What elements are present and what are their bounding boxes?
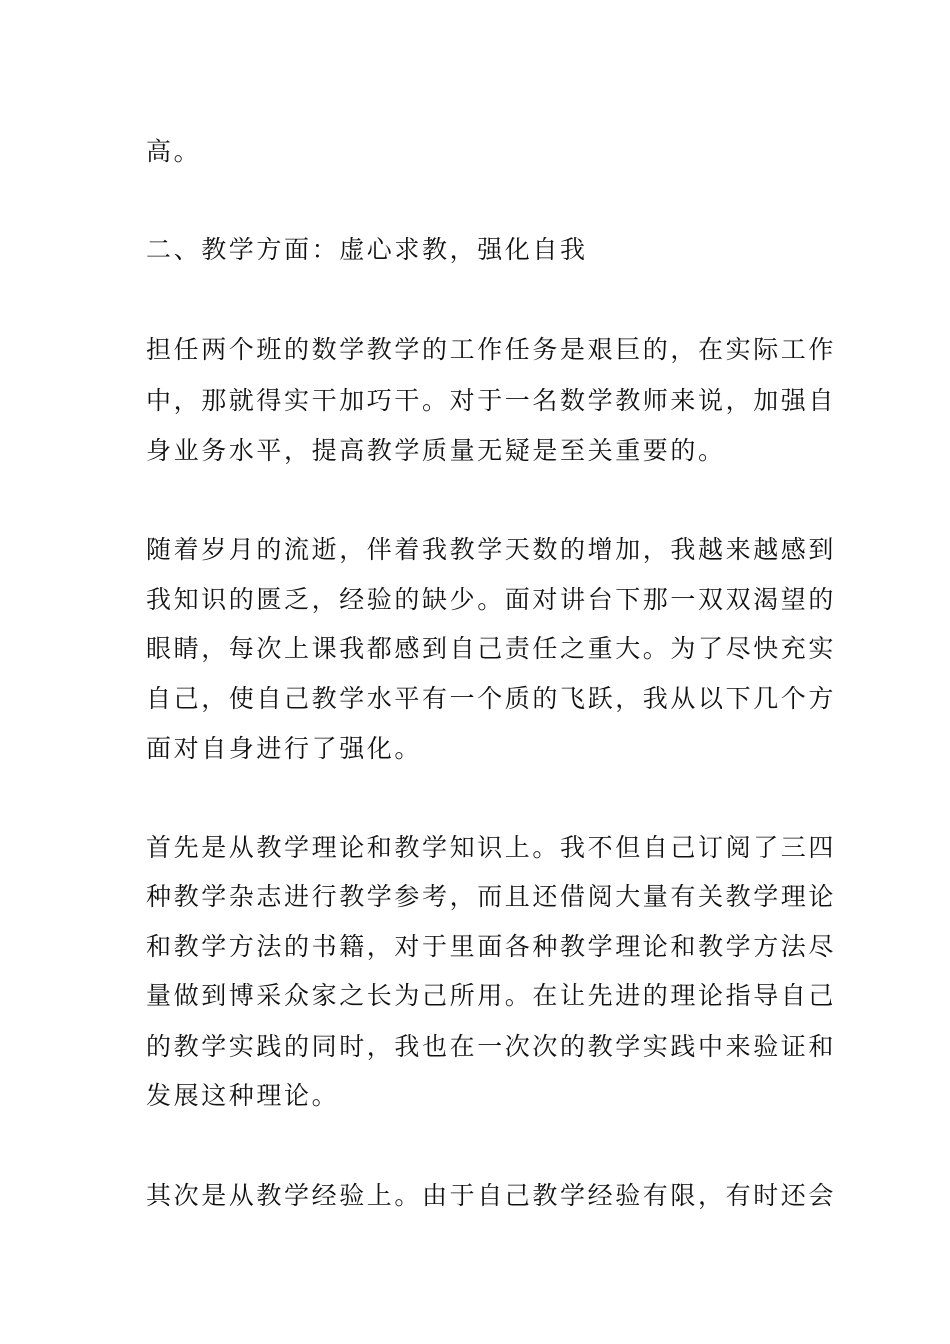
text-line: 种教学杂志进行教学参考，而且还借阅大量有关教学理论	[146, 882, 837, 911]
text-line: 我知识的匮乏，经验的缺少。面对讲台下那一双双渴望的	[146, 585, 837, 614]
text-line: 身业务水平，提高教学质量无疑是至关重要的。	[146, 436, 726, 465]
text-line: 自己，使自己教学水平有一个质的飞跃，我从以下几个方	[146, 684, 837, 713]
text-line: 担任两个班的数学教学的工作任务是艰巨的，在实际工作	[146, 335, 837, 364]
text-line: 和教学方法的书籍，对于里面各种教学理论和教学方法尽	[146, 932, 837, 961]
text-line: 其次是从教学经验上。由于自己教学经验有限，有时还会	[146, 1181, 837, 1210]
text-line: 量做到博采众家之长为己所用。在让先进的理论指导自己	[146, 981, 837, 1010]
text-line: 首先是从教学理论和教学知识上。我不但自己订阅了三四	[146, 833, 837, 862]
text-line: 眼睛，每次上课我都感到自己责任之重大。为了尽快充实	[146, 634, 837, 663]
text-line: 的教学实践的同时，我也在一次次的教学实践中来验证和	[146, 1032, 837, 1061]
text-line: 随着岁月的流逝，伴着我教学天数的增加，我越来越感到	[146, 535, 837, 564]
text-line: 面对自身进行了强化。	[146, 734, 423, 763]
section-heading: 二、教学方面：虚心求教，强化自我	[146, 235, 588, 264]
text-line: 中，那就得实干加巧干。对于一名数学教师来说，加强自	[146, 386, 837, 415]
text-line: 高。	[146, 137, 202, 166]
text-line: 发展这种理论。	[146, 1081, 340, 1110]
